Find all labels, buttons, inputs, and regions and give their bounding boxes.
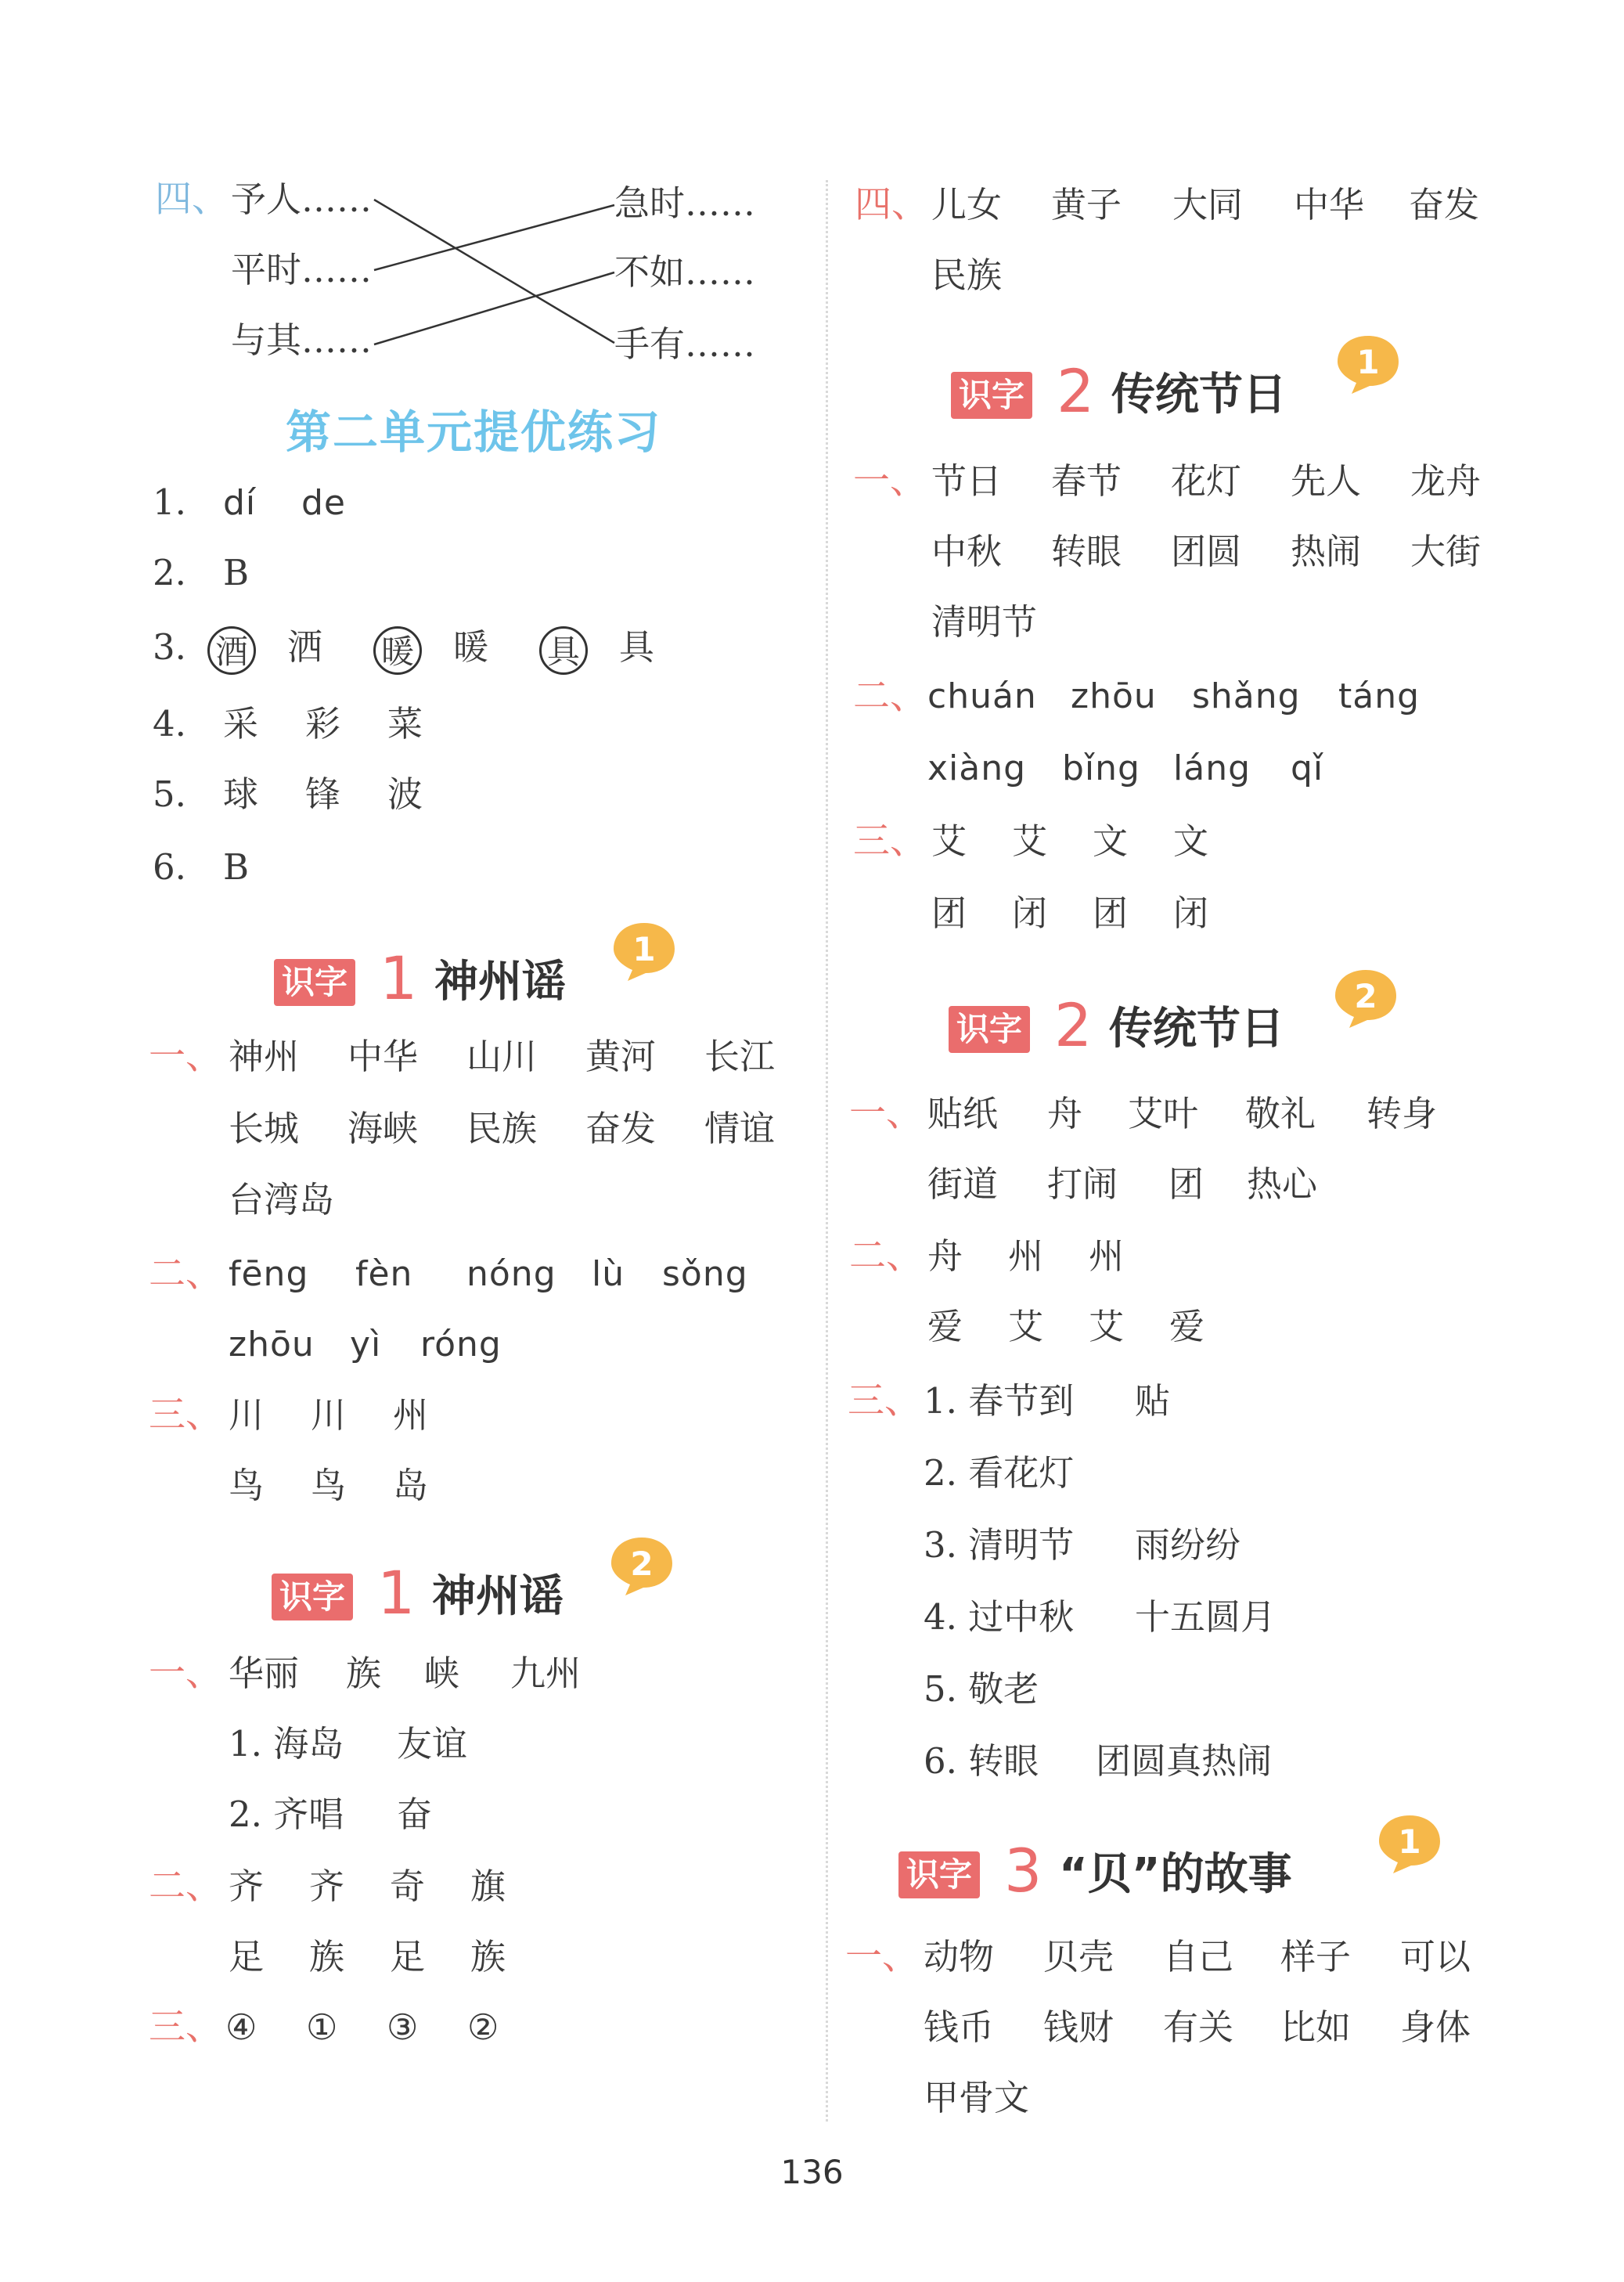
match-right-item: 手有……	[614, 323, 756, 365]
question-marker: 三、	[149, 2006, 222, 2049]
match-left-item: 平时……	[231, 249, 373, 290]
section-number: 1	[377, 1558, 416, 1628]
question-marker: 三、	[149, 1393, 222, 1437]
answer: 鸟	[229, 1465, 265, 1506]
answer-row	[931, 458, 1481, 505]
unit-title: 第二单元提优练习	[286, 406, 662, 459]
item-number: 4.	[153, 703, 186, 744]
section-title: 传统节日	[1111, 370, 1287, 420]
answer: 爱	[1169, 1306, 1205, 1347]
answer: ③	[387, 2006, 419, 2048]
answer: B	[223, 552, 250, 593]
answer-row	[229, 1033, 775, 1080]
answer: 街道	[927, 1163, 999, 1205]
answer: 团圆	[1171, 531, 1242, 572]
answer-row	[927, 1303, 1204, 1350]
answer: 艾	[931, 820, 967, 862]
speech-bubble-icon	[1334, 333, 1402, 395]
answer: 比如	[1280, 2006, 1352, 2048]
answer: 5. 敬老	[924, 1668, 1039, 1710]
answer: 齐	[309, 1866, 345, 1907]
answer-row	[927, 1161, 1317, 1208]
answer: 贴	[1135, 1380, 1171, 1422]
answer: 春节	[1051, 460, 1122, 502]
page-number: 136	[780, 2153, 844, 2191]
pinyin: lù	[592, 1254, 625, 1294]
answer: de	[301, 483, 346, 523]
answer: 6. 转眼	[924, 1740, 1039, 1782]
match-left-item: 与其……	[231, 319, 373, 361]
answer: 奋发	[585, 1108, 657, 1149]
bubble-number: 1	[1398, 1822, 1421, 1861]
answer: 花灯	[1171, 460, 1242, 502]
bubble-number: 2	[1354, 977, 1377, 1015]
answer: 团	[1168, 1163, 1204, 1205]
answer: 有关	[1163, 2006, 1234, 2048]
answer: B	[223, 846, 250, 888]
question-marker: 四、	[155, 178, 229, 221]
answer: 转身	[1367, 1093, 1438, 1134]
answer: 州	[1008, 1235, 1044, 1277]
answer: 爱	[927, 1306, 963, 1347]
speech-bubble-icon	[610, 920, 678, 982]
answer-row	[229, 1392, 428, 1439]
item-number: 3.	[153, 626, 186, 668]
pinyin: róng	[420, 1325, 502, 1365]
question-marker: 一、	[853, 460, 927, 503]
item-number: 2.	[153, 552, 186, 593]
question-marker: 一、	[849, 1092, 923, 1135]
item-number: 6.	[153, 846, 186, 888]
answer: 波	[387, 773, 423, 815]
answer: 峡	[424, 1653, 460, 1694]
answer-row	[931, 890, 1208, 937]
section-number: 1	[380, 943, 418, 1013]
answer: 转眼	[1051, 531, 1122, 572]
answer: 海峡	[347, 1108, 419, 1149]
pinyin: xiàng	[927, 748, 1027, 788]
answer: ②	[467, 2006, 499, 2048]
pinyin: shǎng	[1192, 676, 1301, 716]
answer: 族	[309, 1936, 345, 1977]
answer: 球	[223, 773, 259, 815]
answer: 山川	[466, 1036, 538, 1077]
bubble-number: 1	[632, 930, 656, 968]
practice-row	[153, 771, 423, 818]
answer: 洒	[287, 626, 323, 668]
answer: ①	[306, 2006, 338, 2048]
answer: 清明节	[931, 601, 1038, 643]
answer-row	[924, 1666, 1039, 1713]
circled-answer: 酒	[207, 626, 256, 675]
answer: 动物	[924, 1936, 995, 1977]
section-number: 2	[1054, 990, 1093, 1060]
answer: 锋	[305, 773, 341, 815]
question-marker: 三、	[848, 1379, 921, 1422]
answer: 州	[393, 1394, 429, 1436]
answer: 采	[223, 703, 259, 744]
answer-row	[924, 2004, 1471, 2051]
section-tag: 识字	[898, 1851, 980, 1898]
pinyin: chuán	[927, 676, 1037, 716]
answer: 自己	[1163, 1936, 1234, 1977]
answer: 贴纸	[927, 1093, 999, 1134]
answer-row	[229, 1934, 506, 1981]
practice-row	[153, 624, 654, 675]
answer: 台湾岛	[229, 1179, 335, 1220]
column-divider	[826, 180, 828, 2122]
answer: 雨纷纷	[1135, 1524, 1241, 1566]
answer: 文	[1093, 820, 1129, 862]
answer: 中华	[347, 1036, 419, 1077]
answer: 1. 海岛	[229, 1723, 344, 1765]
answer: 暖	[453, 626, 489, 668]
answer: 贝壳	[1043, 1936, 1114, 1977]
answer: 钱财	[1043, 2006, 1114, 2048]
section-tag: 识字	[951, 372, 1032, 419]
answer: 热闹	[1291, 531, 1362, 572]
pinyin: fēng	[229, 1254, 309, 1294]
answer: 舟	[1047, 1093, 1083, 1134]
speech-bubble-icon	[1376, 1812, 1443, 1875]
pinyin: zhōu	[229, 1325, 315, 1365]
practice-row	[153, 550, 249, 597]
answer: 3. 清明节	[924, 1524, 1075, 1566]
answer-row	[229, 1105, 775, 1152]
answer: 长江	[704, 1036, 776, 1077]
answer: 儿女	[931, 184, 1003, 225]
answer: 友谊	[397, 1723, 468, 1765]
answer-row	[927, 745, 1323, 792]
answer: 岛	[393, 1465, 429, 1506]
answer-row	[924, 2075, 1029, 2122]
answer-row	[924, 1378, 1170, 1425]
answer: 具	[619, 626, 655, 668]
answer: 中秋	[931, 531, 1003, 572]
answer-row	[927, 1233, 1124, 1280]
answer: 神州	[229, 1036, 300, 1077]
answer: 川	[311, 1394, 347, 1436]
question-marker: 一、	[149, 1035, 222, 1078]
answer: 文	[1173, 820, 1209, 862]
answer: 中华	[1294, 184, 1365, 225]
answer: 闭	[1173, 892, 1209, 934]
answer-row	[924, 1738, 1272, 1785]
answer: 身体	[1400, 2006, 1471, 2048]
answer-row	[924, 1450, 1074, 1497]
answer: 奋发	[1409, 184, 1480, 225]
pinyin: láng	[1173, 748, 1251, 788]
answer: 甲骨文	[924, 2077, 1030, 2118]
section-title: “贝”的故事	[1059, 1849, 1292, 1900]
question-marker: 三、	[853, 820, 927, 863]
pinyin: sǒng	[662, 1254, 748, 1294]
answer: 族	[470, 1936, 506, 1977]
answer-row	[927, 673, 1420, 720]
question-marker: 一、	[845, 1935, 919, 1978]
item-number: 5.	[153, 773, 186, 815]
answer: dí	[223, 483, 257, 523]
item-number: 1.	[153, 481, 186, 523]
answer: 2. 齐唱	[229, 1794, 344, 1835]
answer: 打闹	[1047, 1163, 1118, 1205]
answer-row	[229, 1321, 502, 1368]
answer: 4. 过中秋	[924, 1596, 1075, 1638]
answer: 艾	[1012, 820, 1048, 862]
answer-row	[225, 2004, 499, 2051]
pinyin: qǐ	[1291, 748, 1324, 788]
circled-answer: 具	[539, 626, 588, 675]
question-marker: 一、	[149, 1652, 222, 1695]
practice-row	[153, 701, 423, 748]
pinyin: zhōu	[1071, 676, 1157, 716]
section-number: 2	[1057, 356, 1095, 426]
match-right-item: 不如……	[614, 251, 756, 293]
answer: 可以	[1400, 1936, 1471, 1977]
answer: 先人	[1291, 460, 1362, 502]
answer: 热心	[1247, 1163, 1318, 1205]
answer-row	[931, 599, 1037, 646]
answer: 足	[229, 1936, 265, 1977]
pinyin: yì	[350, 1325, 382, 1365]
answer: 闭	[1012, 892, 1048, 934]
question-marker: 二、	[149, 1253, 222, 1296]
answer: 2. 看花灯	[924, 1452, 1075, 1494]
section-tag: 识字	[949, 1006, 1030, 1053]
pinyin: fèn	[355, 1254, 413, 1294]
answer: 龙舟	[1410, 460, 1482, 502]
answer-row	[924, 1934, 1471, 1981]
answer: 大同	[1172, 184, 1244, 225]
bubble-number: 2	[630, 1545, 654, 1583]
answer: 民族	[931, 254, 1003, 296]
answer: 菜	[387, 703, 423, 744]
answer-row	[931, 528, 1481, 575]
question-marker: 二、	[853, 675, 927, 718]
answer: 奋	[397, 1794, 433, 1835]
answer-row	[229, 1650, 581, 1697]
answer: 黄子	[1051, 184, 1122, 225]
question-marker: 二、	[149, 1865, 222, 1908]
answer: 黄河	[585, 1036, 657, 1077]
answer: 齐	[229, 1866, 265, 1907]
answer-row	[229, 1462, 428, 1509]
answer: 奇	[390, 1866, 426, 1907]
question-marker: 二、	[849, 1235, 923, 1278]
answer: 艾	[1089, 1306, 1125, 1347]
speech-bubble-icon	[1332, 967, 1399, 1029]
answer: 族	[346, 1653, 382, 1694]
answer: 旗	[470, 1866, 506, 1907]
answer: 民族	[466, 1108, 538, 1149]
answer-row	[229, 1791, 432, 1838]
answer-row	[931, 182, 1479, 229]
answer-row	[229, 1177, 334, 1224]
section-number: 3	[1004, 1836, 1042, 1905]
answer: 川	[229, 1394, 265, 1436]
answer-row	[931, 252, 1002, 299]
question-marker: 四、	[855, 183, 928, 226]
answer-row	[229, 1721, 467, 1768]
answer: 足	[390, 1936, 426, 1977]
answer: ④	[225, 2006, 257, 2048]
answer: 节日	[931, 460, 1003, 502]
answer: 团	[931, 892, 967, 934]
pinyin: táng	[1338, 676, 1421, 716]
answer: 大街	[1410, 531, 1482, 572]
speech-bubble-icon	[608, 1534, 675, 1597]
answer: 钱币	[924, 2006, 995, 2048]
circled-answer: 暖	[373, 626, 422, 675]
answer: 长城	[229, 1108, 300, 1149]
match-left-item: 予人……	[231, 178, 373, 220]
section-title: 神州谣	[432, 1571, 564, 1622]
answer-row	[924, 1594, 1276, 1641]
bubble-number: 1	[1356, 343, 1380, 381]
answer: 敬礼	[1245, 1093, 1316, 1134]
answer: 州	[1089, 1235, 1125, 1277]
practice-row	[153, 844, 249, 891]
answer: 情谊	[704, 1108, 776, 1149]
answer: 十五圆月	[1135, 1596, 1277, 1638]
answer: 样子	[1280, 1936, 1352, 1977]
answer-row	[924, 1522, 1241, 1569]
pinyin: nóng	[466, 1254, 556, 1294]
answer: 鸟	[311, 1465, 347, 1506]
answer: 1. 春节到	[924, 1380, 1075, 1422]
match-right-item: 急时……	[614, 182, 756, 224]
pinyin: bǐng	[1062, 748, 1140, 788]
answer: 华丽	[229, 1653, 300, 1694]
answer-row	[229, 1863, 506, 1910]
answer: 团	[1093, 892, 1129, 934]
section-tag: 识字	[272, 1574, 353, 1620]
section-title: 神州谣	[434, 957, 566, 1008]
answer: 彩	[305, 703, 341, 744]
answer: 艾叶	[1128, 1093, 1199, 1134]
answer: 艾	[1008, 1306, 1044, 1347]
answer: 团圆真热闹	[1096, 1740, 1273, 1782]
answer: 舟	[927, 1235, 963, 1277]
answer-row	[927, 1091, 1437, 1137]
answer-row	[931, 818, 1208, 865]
section-tag: 识字	[274, 959, 355, 1006]
practice-row	[153, 479, 346, 527]
section-title: 传统节日	[1109, 1004, 1284, 1054]
answer-row	[229, 1251, 748, 1298]
answer: 九州	[510, 1653, 582, 1694]
